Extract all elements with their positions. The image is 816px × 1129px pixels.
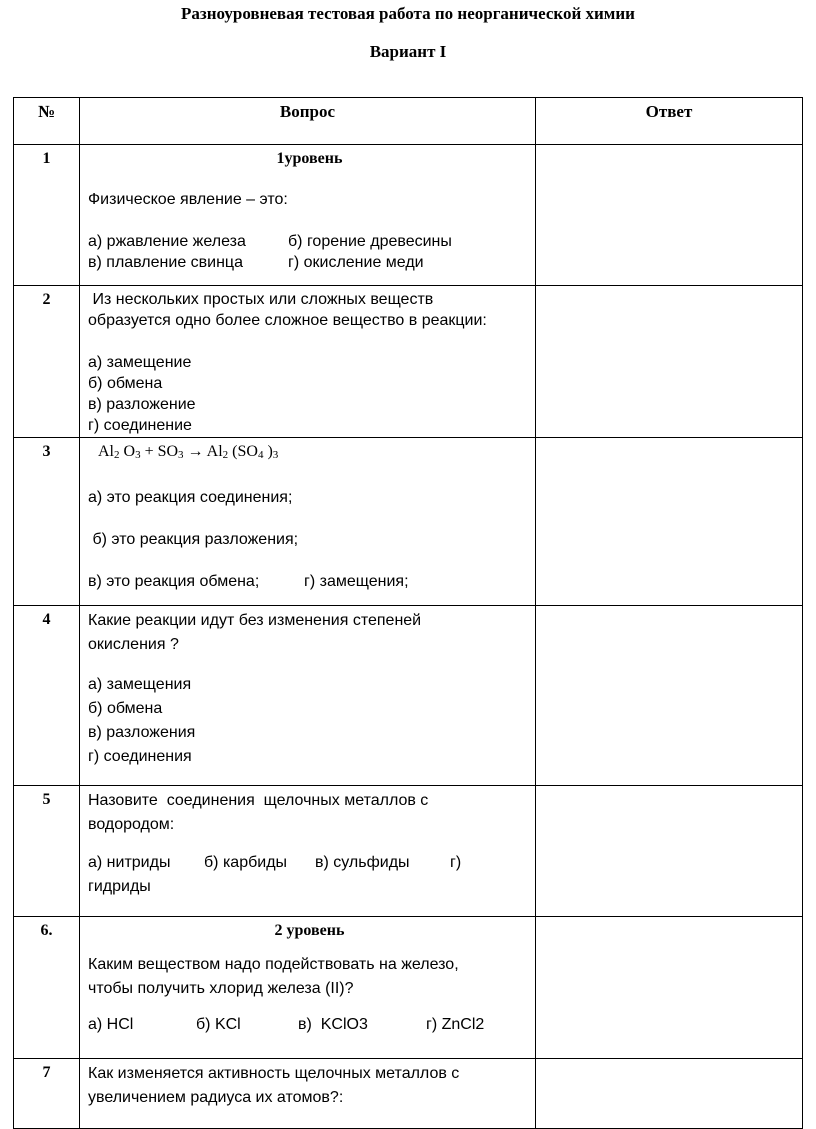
question-cell (80, 786, 536, 917)
question-text-line2: водородом: (88, 816, 175, 833)
row-number: 4 (14, 606, 80, 786)
table-row (14, 786, 803, 917)
question-text-line2: образуется одно более сложное вещество в реакции: (88, 312, 487, 329)
option-c: в) разложение (88, 396, 196, 413)
option-a: а) HCl (88, 1016, 134, 1033)
answer-cell[interactable] (536, 145, 803, 286)
header-num: № (14, 98, 80, 145)
question-text-line1: Как изменяется активность щелочных металлов с (88, 1065, 460, 1082)
question-cell (80, 917, 536, 1059)
header-question: Вопрос (80, 98, 536, 145)
question-text: Физическое явление – это: (88, 191, 288, 208)
answer-cell[interactable] (536, 286, 803, 438)
option-b: б) KCl (196, 1016, 241, 1033)
test-table (13, 97, 803, 1129)
question-cell (80, 438, 536, 606)
table-row (14, 917, 803, 1059)
page-title: Разноуровневая тестовая работа по неорганической химии (181, 4, 635, 23)
option-b: б) обмена (88, 700, 163, 717)
option-d: г) соединения (88, 748, 192, 765)
option-d: г) соединение (88, 417, 192, 434)
option-b: б) это реакция разложения; (88, 531, 299, 548)
answer-cell[interactable] (536, 606, 803, 786)
answer-cell[interactable] (536, 786, 803, 917)
answer-cell[interactable] (536, 438, 803, 606)
question-cell (80, 606, 536, 786)
answer-cell[interactable] (536, 917, 803, 1059)
header-answer: Ответ (536, 98, 803, 145)
row-number: 2 (14, 286, 80, 438)
table-row (14, 145, 803, 286)
option-d: г) замещения; (304, 573, 409, 590)
table-row (14, 438, 803, 606)
option-a: а) замещение (88, 354, 192, 371)
reaction-equation: $Al_2$ $O_3 + SO_3 \to Al_2$ ($SO_4$ )$_3$ (98, 443, 279, 461)
question-text-line1: Каким веществом надо подействовать на железо, (88, 956, 459, 973)
table-row (14, 286, 803, 438)
option-d: г) (450, 854, 462, 871)
question-text-line2: увеличением радиуса их атомов?: (88, 1089, 344, 1106)
option-c: в) сульфиды (315, 854, 410, 871)
row-number: 3 (14, 438, 80, 606)
option-d: г) окисление меди (288, 254, 424, 271)
option-a: а) нитриды (88, 854, 171, 871)
option-a: а) это реакция соединения; (88, 489, 293, 506)
question-text-line2: чтобы получить хлорид железа (II)? (88, 980, 354, 997)
option-b: б) горение древесины (288, 233, 452, 250)
question-text-line1: Назовите соединения щелочных металлов с (88, 792, 429, 809)
question-cell (80, 286, 536, 438)
question-text-line1: Какие реакции идут без изменения степеней (88, 612, 422, 629)
row-number: 7 (14, 1059, 80, 1129)
row-number: 1 (14, 145, 80, 286)
table-row (14, 606, 803, 786)
question-cell (80, 1059, 536, 1129)
variant-heading: Вариант I (369, 42, 447, 61)
option-c: в) это реакция обмена; (88, 573, 260, 590)
answer-cell[interactable] (536, 1059, 803, 1129)
question-cell (80, 145, 536, 286)
table-header-row (14, 98, 803, 145)
row-number: 5 (14, 786, 80, 917)
level-heading: 1уровень (276, 150, 343, 167)
option-a: а) замещения (88, 676, 192, 693)
option-a: а) ржавление железа (88, 233, 246, 250)
row-number: 6. (14, 917, 80, 1059)
level-heading: 2 уровень (274, 922, 345, 939)
option-b: б) обмена (88, 375, 163, 392)
option-c: в) KClO3 (298, 1016, 368, 1033)
option-b: б) карбиды (204, 854, 288, 871)
question-text-line2: окисления ? (88, 636, 179, 653)
option-d: г) ZnCl2 (426, 1016, 485, 1033)
option-d-continued: гидриды (88, 878, 151, 895)
option-c: в) плавление свинца (88, 254, 243, 271)
question-text-line1: Из нескольких простых или сложных веществ (88, 291, 434, 308)
option-c: в) разложения (88, 724, 196, 741)
table-row (14, 1059, 803, 1129)
